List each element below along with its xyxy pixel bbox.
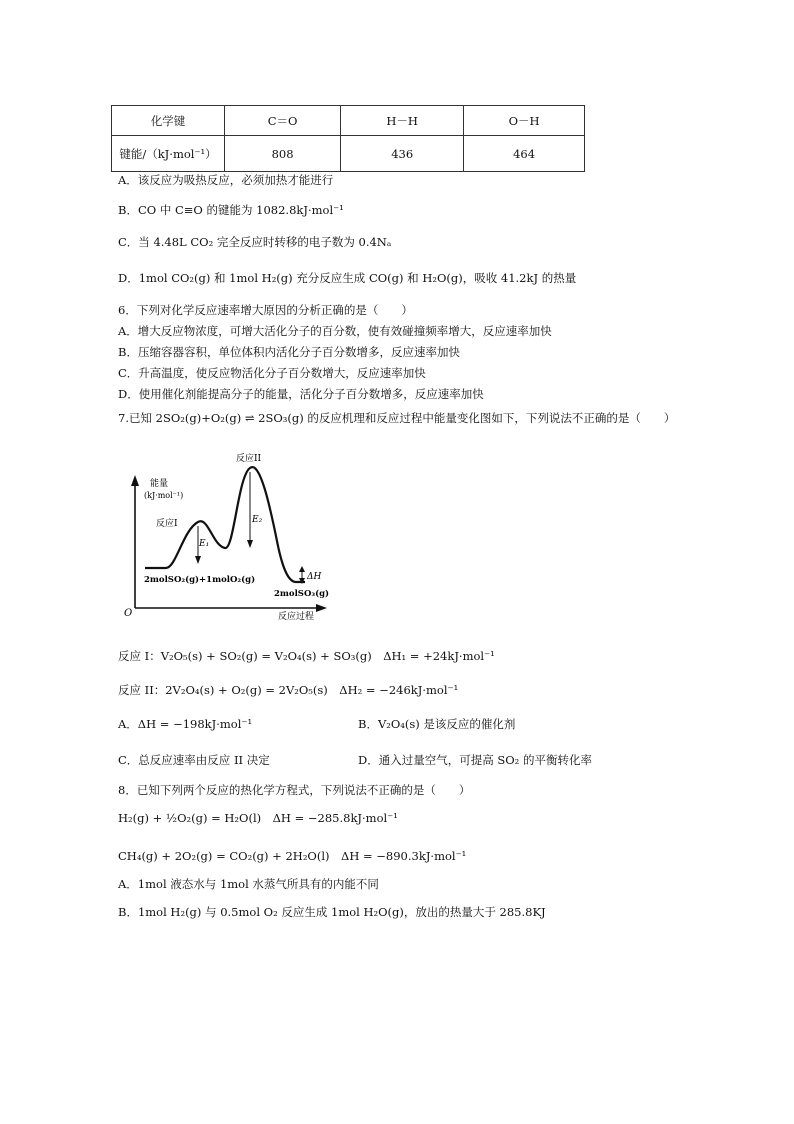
e2-arrowhead-icon	[247, 540, 253, 548]
q7-reaction-2: 反应 II：2V₂O₄(s) + O₂(g) = 2V₂O₅(s) ΔH₂ = −246kJ·mol⁻¹	[118, 683, 459, 697]
peak1-label: 反应I	[156, 519, 178, 529]
table-cell: 436	[341, 136, 464, 172]
table-header-cell: O－H	[464, 106, 585, 136]
table-row-label: 键能/（kJ·mol⁻¹）	[112, 136, 225, 172]
q7-option-d: D．通入过量空气，可提高 SO₂ 的平衡转化率	[358, 753, 592, 767]
q6-option-b: B．压缩容器容积，单位体积内活化分子百分数增多，反应速率加快	[118, 345, 460, 359]
table-row	[112, 136, 585, 172]
e2-label: E₂	[252, 515, 263, 525]
energy-diagram	[118, 446, 333, 624]
q6-stem: 6．下列对化学反应速率增大原因的分析正确的是（ ）	[118, 303, 413, 317]
q8-stem: 8．已知下列两个反应的热化学方程式，下列说法不正确的是（ ）	[118, 783, 471, 797]
e1-arrowhead-icon	[195, 556, 201, 564]
y-axis-unit: (kJ·mol⁻¹)	[144, 491, 184, 500]
q7-stem: 7.已知 2SO₂(g)+O₂(g) ⇌ 2SO₃(g) 的反应机理和反应过程中能量变化图如下，下列说法不正确的是（ ）	[118, 411, 676, 425]
q6-option-c: C．升高温度，使反应物活化分子百分数增大，反应速率加快	[118, 366, 426, 380]
q8-option-a: A．1mol 液态水与 1mol 水蒸气所具有的内能不同	[118, 877, 379, 891]
q6-option-d: D．使用催化剂能提高分子的能量，活化分子百分数增多，反应速率加快	[118, 387, 484, 401]
products-label: 2molSO₃(g)	[274, 589, 330, 599]
origin-label: O	[124, 608, 133, 619]
q5-option-c: C．当 4.48L CO₂ 完全反应时转移的电子数为 0.4Nₐ	[118, 235, 392, 249]
q5-option-a: A．该反应为吸热反应，必须加热才能进行	[118, 173, 334, 187]
q8-option-b: B．1mol H₂(g) 与 0.5mol O₂ 反应生成 1mol H₂O(g)，放出的热量大于 285.8KJ	[118, 905, 546, 919]
q5-option-b: B．CO 中 C≡O 的键能为 1082.8kJ·mol⁻¹	[118, 203, 344, 217]
q6-option-a: A．增大反应物浓度，可增大活化分子的百分数，使有效碰撞频率增大，反应速率加快	[118, 324, 552, 338]
x-axis-label: 反应过程	[278, 612, 315, 622]
table-header-cell: H－H	[341, 106, 464, 136]
bond-energy-table	[111, 105, 585, 172]
q7-option-b: B．V₂O₄(s) 是该反应的催化剂	[358, 717, 516, 731]
y-axis-label: 能量	[150, 479, 169, 489]
table-header-row	[112, 106, 585, 136]
x-axis-arrow-icon	[316, 604, 327, 612]
delta-h-label: ΔH	[307, 572, 322, 582]
q7-option-c: C．总反应速率由反应 II 决定	[118, 753, 270, 767]
q8-equation-2: CH₄(g) + 2O₂(g) = CO₂(g) + 2H₂O(l) ΔH = −890.3kJ·mol⁻¹	[118, 849, 467, 863]
table-cell: 464	[464, 136, 585, 172]
q5-option-d: D．1mol CO₂(g) 和 1mol H₂(g) 充分反应生成 CO(g) 和 H₂O(g)，吸收 41.2kJ 的热量	[118, 271, 577, 285]
table-cell: 808	[225, 136, 341, 172]
peak2-label: 反应II	[236, 454, 262, 464]
table-header-cell: 化学键	[112, 106, 225, 136]
reactants-label: 2molSO₂(g)+1molO₂(g)	[144, 575, 256, 585]
table-header-cell: C＝O	[225, 106, 341, 136]
y-axis-arrow-icon	[131, 475, 139, 486]
q8-equation-1: H₂(g) + ½O₂(g) = H₂O(l) ΔH = −285.8kJ·mol⁻¹	[118, 811, 398, 825]
q7-reaction-1: 反应 I：V₂O₅(s) + SO₂(g) = V₂O₄(s) + SO₃(g) ΔH₁ = +24kJ·mol⁻¹	[118, 649, 495, 663]
q7-option-a: A．ΔH = −198kJ·mol⁻¹	[118, 717, 253, 731]
e1-label: E₁	[199, 539, 210, 549]
dh-arrowhead-up-icon	[299, 566, 305, 572]
